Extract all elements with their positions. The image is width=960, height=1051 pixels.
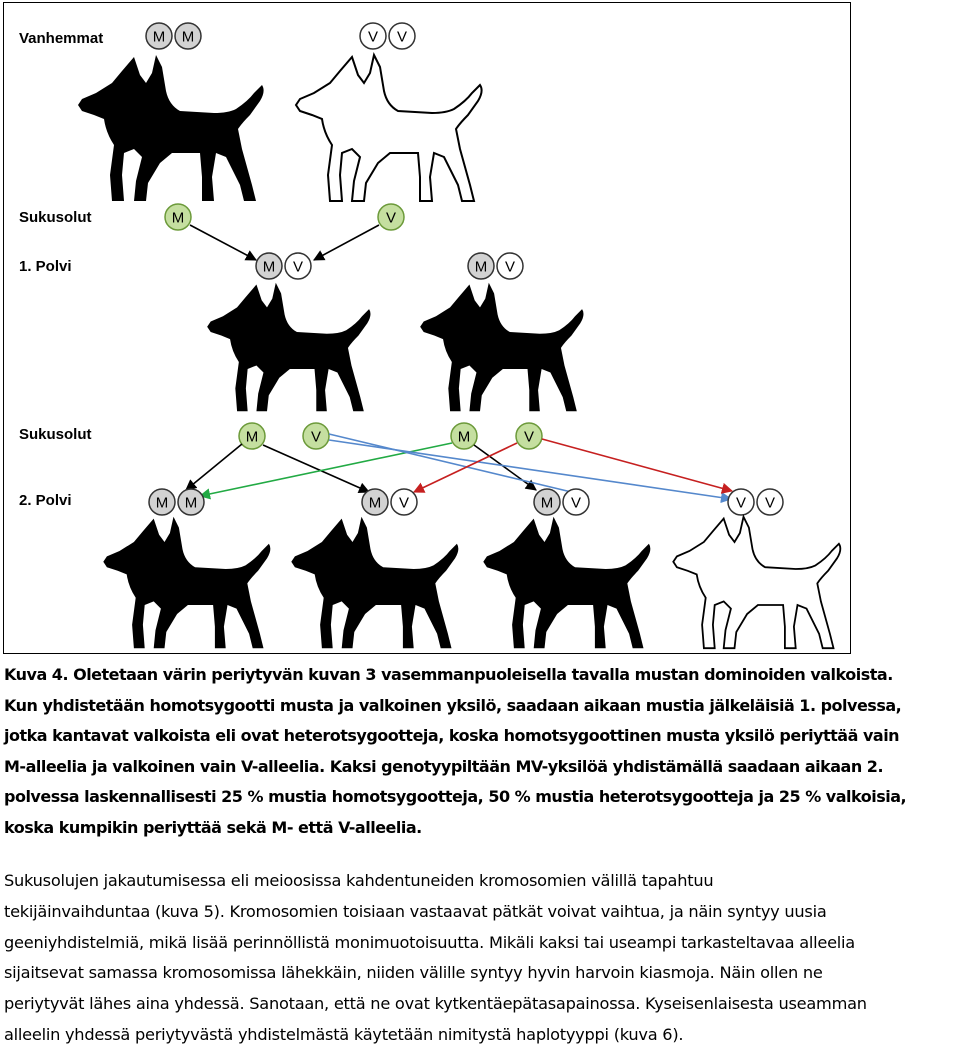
row-label-gametes-2: Sukusolut: [19, 426, 92, 443]
body-line: sijaitsevat samassa kromosomissa lähekkäin, niiden välille syntyy hyvin harvoin kiasmoja. Näin ollen ne: [4, 963, 823, 983]
gen1-dog-2-genotype: [468, 253, 523, 279]
gamete-allele: M: [171, 209, 185, 227]
gen2-dog-3-genotype: [534, 489, 589, 515]
gen1-dog-black-2: [420, 283, 583, 411]
row-label-parents: Vanhemmat: [19, 30, 104, 47]
gen2-dog-2-genotype: [362, 489, 417, 515]
allele: V: [396, 28, 408, 46]
gamete-allele: M: [457, 428, 471, 446]
allele: M: [262, 258, 276, 276]
arrow-m2-to-mv2: [474, 445, 536, 490]
gamete-allele: V: [310, 428, 322, 446]
row-label-generation-2: 2. Polvi: [19, 492, 72, 509]
gamete-allele: V: [385, 209, 397, 227]
body-paragraph: [4, 866, 958, 1051]
body-line: periytyvät lähes aina yhdessä. Sanotaan, että ne ovat kytkentäepätasapainossa. Kyseisenlaisesta useamman: [4, 994, 867, 1014]
arrow-gamete-m-to-gen1: [190, 225, 256, 260]
allele: M: [152, 28, 166, 46]
parent-dog-white: [296, 55, 482, 201]
diagram-canvas: [4, 3, 852, 655]
body-line: tekijäinvaihduntaa (kuva 5). Kromosomien toisiaan vastaavat pätkät voivat vaihtua, ja näin syntyy uusia: [4, 901, 827, 921]
gen1-dog-black-1: [207, 283, 370, 411]
body-line: alleelin yhdessä periytyvästä yhdistelmästä käytetään nimitystä haplotyyppi (kuva 6).: [4, 1024, 684, 1044]
parent-1-genotype: [146, 23, 201, 49]
caption-line: polvessa laskennallisesti 25 % mustia homotsygootteja, 50 % mustia heterotsygootteja ja 25 % valkoisia,: [4, 787, 907, 806]
gamete-allele: M: [245, 428, 259, 446]
allele: M: [540, 494, 554, 512]
allele: V: [570, 494, 582, 512]
allele: M: [181, 28, 195, 46]
row-label-generation-1: 1. Polvi: [19, 258, 72, 275]
figure-caption: [4, 660, 954, 843]
gen2-dog-black-3: [483, 517, 650, 648]
gametes-row-2: [239, 423, 542, 449]
gen2-dog-white: [673, 517, 840, 648]
caption-line: Kun yhdistetään homotsygootti musta ja valkoinen yksilö, saadaan aikaan mustia jälkeläisiä 1. polvessa,: [4, 695, 902, 715]
allele: M: [368, 494, 382, 512]
arrow-gamete-v-to-gen1: [314, 225, 379, 260]
caption-line: M-alleelia ja valkoinen vain V-alleelia. Kaksi genotyypiltään MV-yksilöä yhdistämällä saadaan aikaan 2.: [4, 756, 884, 776]
allele: V: [504, 258, 516, 276]
arrow-m1-to-mv1: [263, 445, 369, 492]
allele: M: [155, 494, 169, 512]
gametes-row-1: [165, 204, 404, 230]
caption-line: jotka kantavat valkoista eli ovat heterotsygootteja, koska homotsygoottinen musta yksilö periyttää vain: [4, 726, 900, 745]
gen2-dog-4-genotype: [728, 489, 783, 515]
inheritance-diagram: [3, 2, 851, 654]
allele: V: [735, 494, 747, 512]
parent-dog-black: [78, 55, 264, 201]
allele: V: [398, 494, 410, 512]
gen2-dog-1-genotype: [149, 489, 204, 515]
caption-line: Kuva 4. Oletetaan värin periytyvän kuvan 3 vasemmanpuoleisella tavalla mustan dominoiden valkoista.: [4, 665, 893, 684]
body-line: Sukusolujen jakautumisessa eli meioosissa kahdentuneiden kromosomien välillä tapahtuu: [4, 871, 714, 890]
gamete-allele: V: [523, 428, 535, 446]
arrow-v2-to-vv: [542, 439, 732, 491]
arrow-v2-to-mv1: [414, 443, 517, 492]
allele: V: [367, 28, 379, 46]
allele: V: [764, 494, 776, 512]
arrow-m2-to-mm: [200, 443, 452, 496]
row-label-gametes-1: Sukusolut: [19, 209, 92, 226]
arrow-m1-to-mm: [186, 444, 242, 490]
gen2-dog-black-2: [291, 517, 458, 648]
gen1-dog-1-genotype: [256, 253, 311, 279]
gen2-dog-black-1: [103, 517, 270, 648]
body-line: geeniyhdistelmiä, mikä lisää perinnöllistä monimuotoisuutta. Mikäli kaksi tai useampi tarkasteltavaa alleelia: [4, 932, 855, 952]
allele: M: [474, 258, 488, 276]
allele: V: [292, 258, 304, 276]
caption-line: koska kumpikin periyttää sekä M- että V-alleelia.: [4, 817, 422, 837]
allele: M: [184, 494, 198, 512]
parent-2-genotype: [360, 23, 415, 49]
